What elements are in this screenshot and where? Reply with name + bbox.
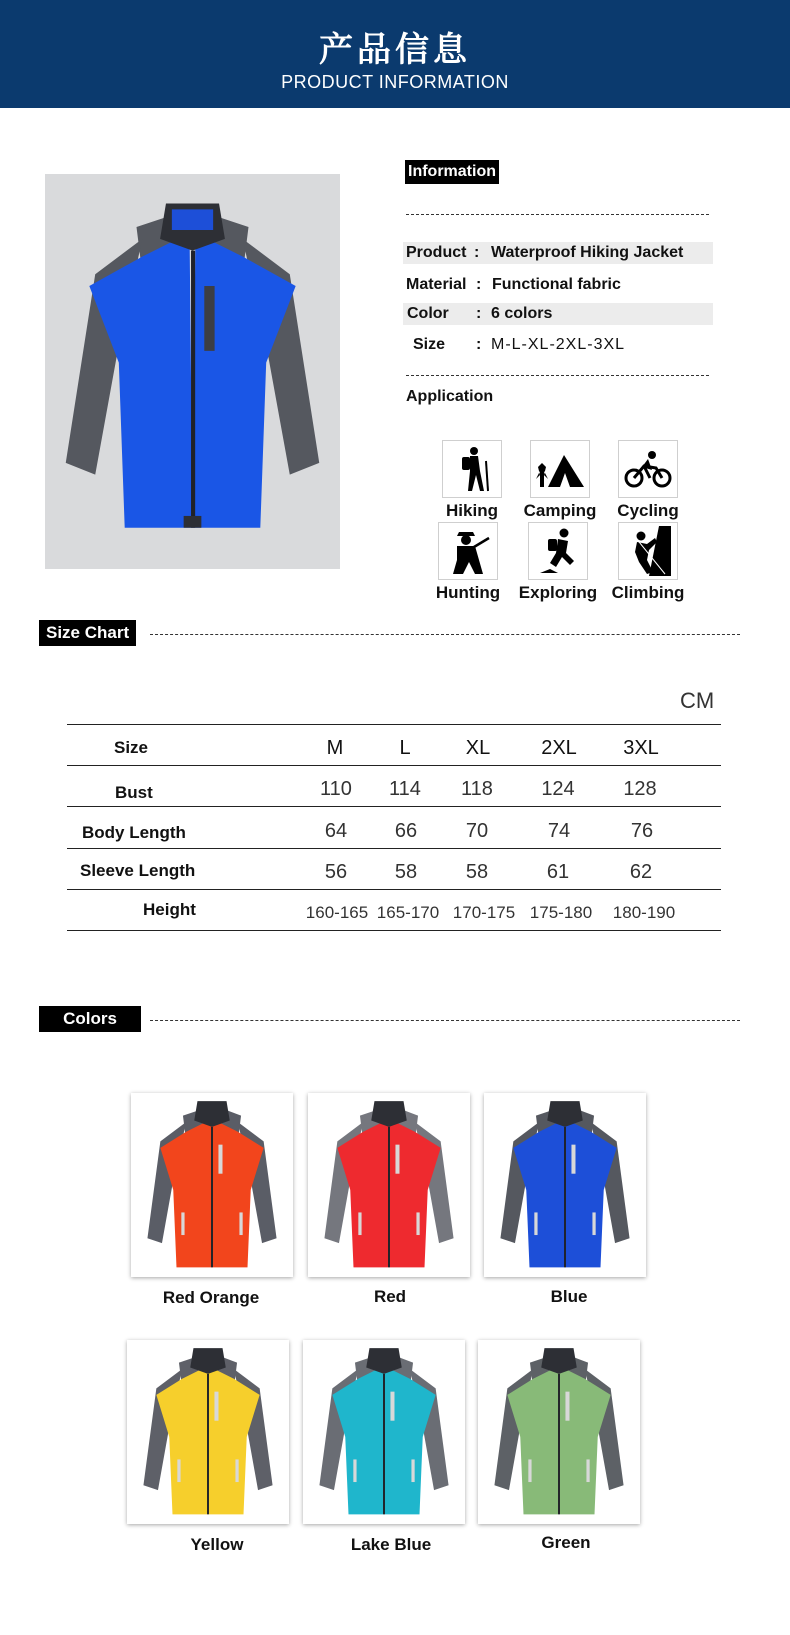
color-swatch-blue[interactable] xyxy=(484,1093,646,1277)
product-hero-image xyxy=(45,174,340,569)
color-swatch-red[interactable] xyxy=(308,1093,470,1277)
application-label: Camping xyxy=(523,501,597,520)
table-rule xyxy=(67,889,721,890)
application-label: Climbing xyxy=(611,583,685,602)
table-cell: 74 xyxy=(547,820,571,842)
hiking-icon xyxy=(442,440,502,498)
row-label: Body Length xyxy=(82,823,186,842)
row-label: Bust xyxy=(115,783,153,802)
application-hunting xyxy=(428,522,508,603)
table-cell: 165-170 xyxy=(376,903,440,922)
table-cell: 64 xyxy=(324,820,348,842)
spec-value: Functional fabric xyxy=(492,276,621,293)
divider xyxy=(406,375,709,376)
application-label: Cycling xyxy=(617,501,679,520)
cycling-icon xyxy=(618,440,678,498)
spec-value: M-L-XL-2XL-3XL xyxy=(491,336,626,353)
colors-tag: Colors xyxy=(39,1006,141,1032)
size-chart-unit: CM xyxy=(680,688,715,713)
color-swatch-lake-blue[interactable] xyxy=(303,1340,465,1524)
exploring-icon xyxy=(528,522,588,580)
column-header: M xyxy=(326,737,344,759)
table-cell: 170-175 xyxy=(452,903,516,922)
table-cell: 160-165 xyxy=(305,903,369,922)
size-chart-tag: Size Chart xyxy=(39,620,136,646)
spec-key: Material xyxy=(406,276,467,293)
color-name: Yellow xyxy=(190,1535,244,1554)
divider xyxy=(150,634,740,635)
column-header: 2XL xyxy=(541,737,577,759)
spec-key: Size xyxy=(413,336,446,353)
color-swatch-green[interactable] xyxy=(478,1340,640,1524)
table-cell: 58 xyxy=(465,861,489,883)
spec-row-color xyxy=(403,303,713,325)
color-name: Blue xyxy=(550,1287,588,1306)
color-swatch-red-orange[interactable] xyxy=(131,1093,293,1277)
spec-row-material xyxy=(403,274,713,296)
spec-colon: : xyxy=(474,244,480,261)
climbing-icon xyxy=(618,522,678,580)
spec-key: Color xyxy=(407,305,449,322)
row-label: Sleeve Length xyxy=(80,861,196,880)
column-header: XL xyxy=(465,737,491,759)
table-cell: 56 xyxy=(324,861,348,883)
spec-value: 6 colors xyxy=(491,305,553,322)
application-camping xyxy=(520,440,600,521)
spec-colon: : xyxy=(476,305,482,322)
application-label: Exploring xyxy=(518,583,598,602)
table-cell: 66 xyxy=(394,820,418,842)
application-hiking xyxy=(432,440,512,521)
table-cell: 62 xyxy=(629,861,653,883)
table-cell: 76 xyxy=(630,820,654,842)
application-climbing xyxy=(608,522,688,603)
application-exploring xyxy=(518,522,598,603)
table-rule xyxy=(67,930,721,931)
application-cycling xyxy=(608,440,688,521)
table-cell: 114 xyxy=(389,778,421,800)
information-tag: Information xyxy=(405,160,499,184)
application-title: Application xyxy=(406,388,494,405)
color-name: Red xyxy=(373,1287,407,1306)
color-name: Lake Blue xyxy=(350,1535,432,1554)
color-name: Red Orange xyxy=(162,1288,260,1307)
spec-row-size xyxy=(403,334,713,356)
spec-key: Product xyxy=(406,244,467,261)
table-rule xyxy=(67,806,721,807)
table-cell: 70 xyxy=(465,820,489,842)
row-label: Height xyxy=(143,900,196,919)
table-cell: 175-180 xyxy=(529,903,593,922)
spec-colon: : xyxy=(476,276,482,293)
application-label: Hunting xyxy=(435,583,501,602)
table-cell: 110 xyxy=(320,778,352,800)
spec-row-product xyxy=(403,242,713,264)
divider xyxy=(150,1020,740,1021)
table-rule xyxy=(67,848,721,849)
page-header xyxy=(0,0,790,108)
table-cell: 58 xyxy=(394,861,418,883)
page-title-zh: 产品信息 xyxy=(319,30,471,70)
column-header-size: Size xyxy=(114,738,149,757)
table-rule xyxy=(67,765,721,766)
page-title-en: PRODUCT INFORMATION xyxy=(281,72,509,92)
color-name: Green xyxy=(541,1533,591,1552)
color-swatch-yellow[interactable] xyxy=(127,1340,289,1524)
column-header: 3XL xyxy=(623,737,659,759)
jacket-illustration xyxy=(45,174,340,569)
camping-tent-icon xyxy=(530,440,590,498)
table-rule xyxy=(67,724,721,725)
divider xyxy=(406,214,709,215)
table-cell: 118 xyxy=(461,778,493,800)
application-label: Hiking xyxy=(446,501,498,520)
table-cell: 180-190 xyxy=(612,903,676,922)
table-cell: 124 xyxy=(541,778,575,800)
spec-value: Waterproof Hiking Jacket xyxy=(491,244,684,261)
table-cell: 128 xyxy=(623,778,657,800)
spec-colon: : xyxy=(476,336,482,353)
hunting-icon xyxy=(438,522,498,580)
column-header: L xyxy=(399,737,411,759)
table-cell: 61 xyxy=(546,861,570,883)
